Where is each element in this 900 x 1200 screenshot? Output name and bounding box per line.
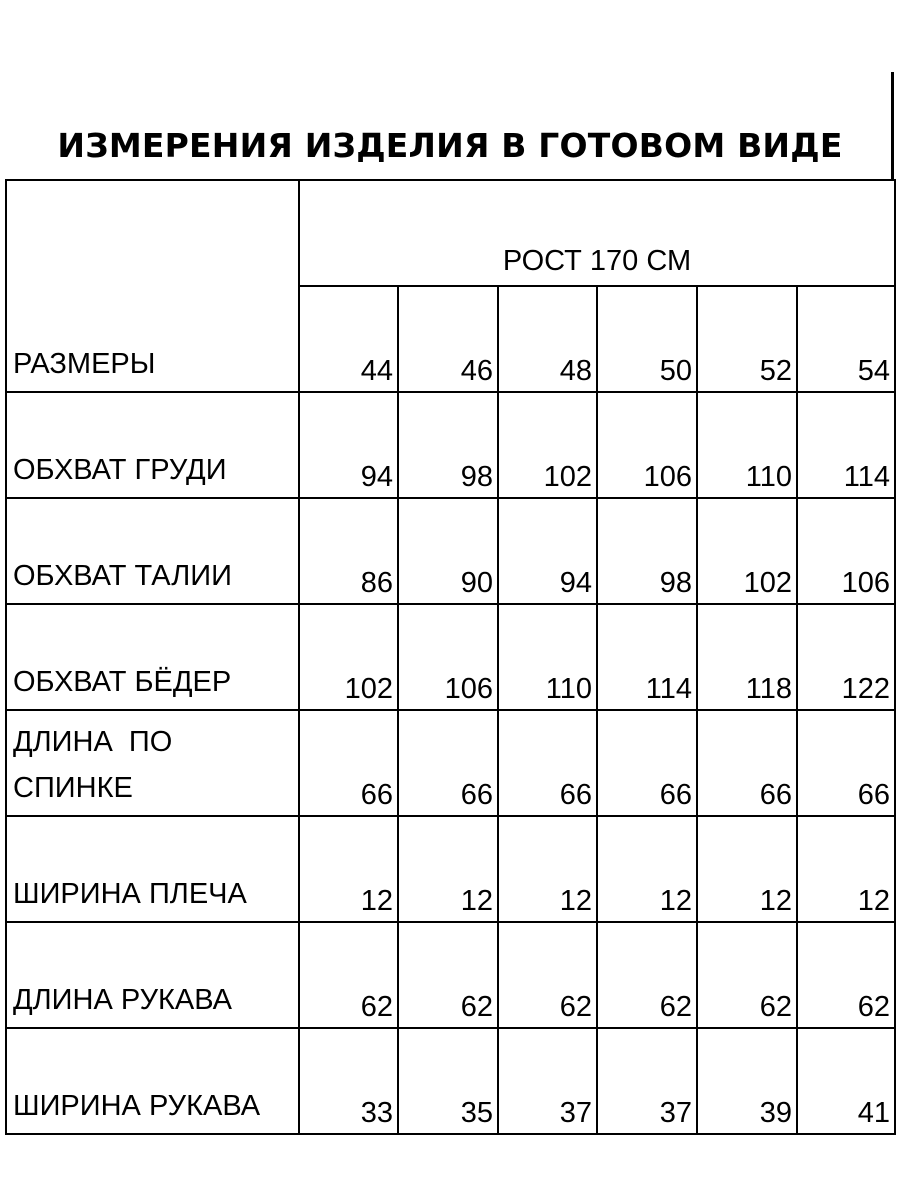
- table-cell: 90: [398, 498, 498, 604]
- size-value: 54: [797, 286, 895, 392]
- table-cell: 102: [697, 498, 797, 604]
- table-cell: 102: [299, 604, 398, 710]
- table-cell: 66: [697, 710, 797, 816]
- size-table: [5, 179, 896, 1135]
- row-label: ШИРИНА РУКАВА: [13, 1090, 261, 1122]
- table-cell: 35: [398, 1028, 498, 1134]
- row-label-cell: [6, 1028, 299, 1134]
- table-row: [6, 498, 895, 604]
- row-label-cell: [6, 392, 299, 498]
- table-cell: 62: [498, 922, 597, 1028]
- row-label-cell: [6, 498, 299, 604]
- table-cell: 118: [697, 604, 797, 710]
- row-label-cell: [6, 710, 299, 816]
- table-cell: 94: [299, 392, 398, 498]
- size-value: 44: [299, 286, 398, 392]
- table-row: [6, 816, 895, 922]
- table-cell: 66: [398, 710, 498, 816]
- table-cell: 12: [299, 816, 398, 922]
- table-cell: 12: [797, 816, 895, 922]
- table-cell: 39: [697, 1028, 797, 1134]
- table-cell: 114: [597, 604, 697, 710]
- row-label: ОБХВАТ ГРУДИ: [13, 454, 227, 486]
- table-header-row-height: [6, 180, 895, 286]
- size-label-cell: [6, 180, 299, 392]
- table-cell: 114: [797, 392, 895, 498]
- table-cell: 12: [398, 816, 498, 922]
- table-cell: 37: [498, 1028, 597, 1134]
- height-label: РОСТ 170 СМ: [299, 180, 895, 286]
- table-cell: 62: [398, 922, 498, 1028]
- table-cell: 98: [398, 392, 498, 498]
- size-label: РАЗМЕРЫ: [13, 348, 156, 380]
- row-label-cell: [6, 604, 299, 710]
- table-cell: 66: [597, 710, 697, 816]
- row-label: ДЛИНА ПО СПИНКЕ: [13, 726, 173, 804]
- table-cell: 110: [697, 392, 797, 498]
- size-value: 52: [697, 286, 797, 392]
- table-cell: 106: [398, 604, 498, 710]
- row-label-cell: [6, 922, 299, 1028]
- table-cell: 102: [498, 392, 597, 498]
- table-row: [6, 1028, 895, 1134]
- table-cell: 12: [697, 816, 797, 922]
- table-cell: 62: [797, 922, 895, 1028]
- size-value: 48: [498, 286, 597, 392]
- table-cell: 66: [498, 710, 597, 816]
- size-value: 46: [398, 286, 498, 392]
- table-cell: 98: [597, 498, 697, 604]
- row-label: ДЛИНА РУКАВА: [13, 984, 232, 1016]
- page-title: ИЗМЕРЕНИЯ ИЗДЕЛИЯ В ГОТОВОМ ВИДЕ: [57, 126, 843, 165]
- table-cell: 110: [498, 604, 597, 710]
- table-cell: 66: [299, 710, 398, 816]
- table-row: [6, 392, 895, 498]
- table-cell: 62: [597, 922, 697, 1028]
- table-row: [6, 604, 895, 710]
- table-cell: 122: [797, 604, 895, 710]
- row-label: ОБХВАТ ТАЛИИ: [13, 560, 232, 592]
- table-cell: 86: [299, 498, 398, 604]
- table-cell: 12: [597, 816, 697, 922]
- row-label-cell: [6, 816, 299, 922]
- table-cell: 62: [299, 922, 398, 1028]
- table-cell: 66: [797, 710, 895, 816]
- table-cell: 33: [299, 1028, 398, 1134]
- table-cell: 62: [697, 922, 797, 1028]
- table-cell: 106: [797, 498, 895, 604]
- table-cell: 106: [597, 392, 697, 498]
- row-label: ШИРИНА ПЛЕЧА: [13, 878, 247, 910]
- table-cell: 37: [597, 1028, 697, 1134]
- table-cell: 41: [797, 1028, 895, 1134]
- table-row: [6, 710, 895, 816]
- row-label: ОБХВАТ БЁДЕР: [13, 666, 232, 698]
- table-cell: 94: [498, 498, 597, 604]
- size-value: 50: [597, 286, 697, 392]
- table-row: [6, 922, 895, 1028]
- table-cell: 12: [498, 816, 597, 922]
